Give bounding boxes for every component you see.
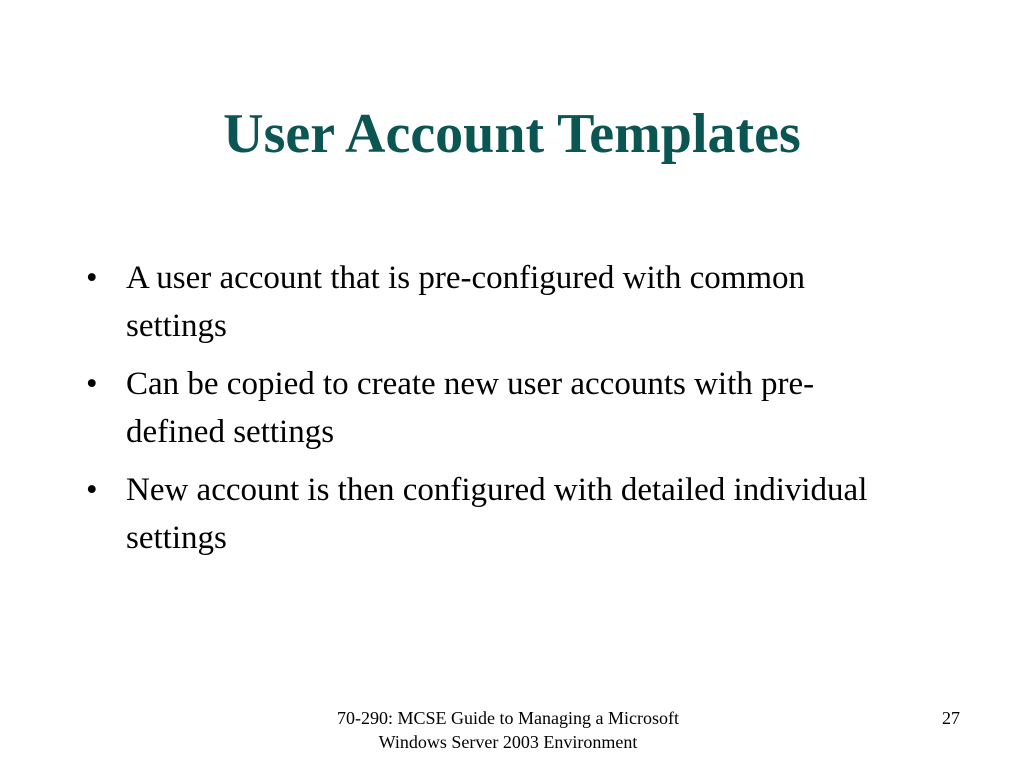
bullet-item [84,360,904,456]
page-number: 27 [942,708,960,728]
bullet-icon: • [86,472,98,508]
slide-title: User Account Templates [223,103,801,165]
bullet-icon: • [86,260,98,296]
bullet-text: New account is then configured with detailed individual settings [126,472,868,556]
bullet-item [84,466,904,562]
bullet-text: A user account that is pre-configured with common settings [126,260,806,344]
footer-line-2: Windows Server 2003 Environment [378,732,638,752]
bullet-text: Can be copied to create new user accounts with pre-defined settings [126,366,815,450]
footer-course-title [300,706,716,754]
bullet-list [84,254,904,572]
footer-line-1: 70-290: MCSE Guide to Managing a Microsoft [337,708,679,728]
bullet-icon: • [86,366,98,402]
bullet-item [84,254,904,350]
